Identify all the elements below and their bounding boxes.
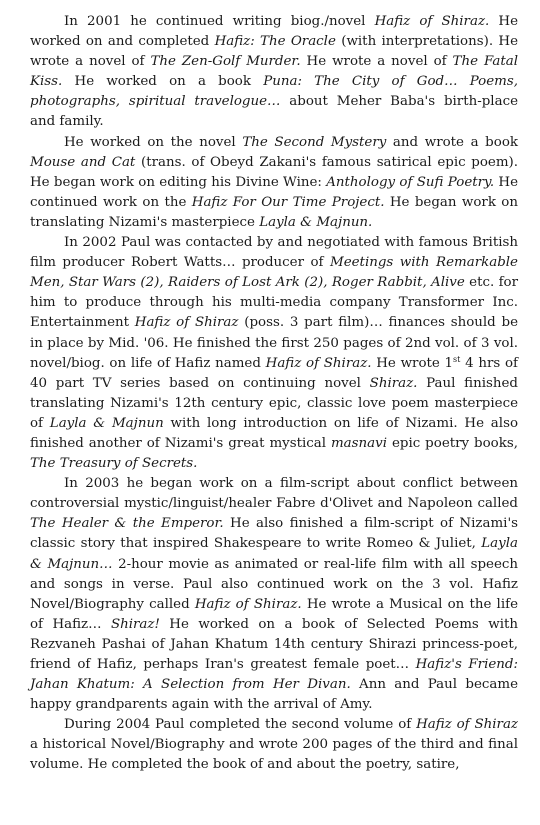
body-text: about Meher Baba's birth-place and family. <box>30 94 518 130</box>
body-text: etc. for him to produce through his multi-media company Transformer Inc. Entertainment <box>30 275 519 331</box>
body-text: He worked on a book <box>62 74 264 90</box>
paragraph <box>30 474 518 715</box>
italic-title: Shiraz! <box>110 616 160 632</box>
body-text: (trans. of Obeyd Zakani's famous satirical epic poem). He began work on editing his Divine Wine: <box>30 154 518 190</box>
body-text: He began work on translating Nizami's masterpiece <box>30 194 518 230</box>
italic-title: Hafiz: The Oracle <box>214 34 336 50</box>
paragraph <box>30 715 518 775</box>
body-text: 2-hour movie as animated or real-life film with all speech and songs in verse. Paul also continued work on the 3 vol. Hafiz Novel/Biography called <box>30 556 518 612</box>
italic-title: Meetings with Remarkable Men, Star Wars (2), Raiders of Lost Ark (2), Roger Rabbit, Alive <box>30 255 518 291</box>
body-text: epic poetry books, <box>387 435 518 451</box>
body-text: He worked on a book of Selected Poems with Rezvaneh Pashai of Jahan Khatum 14th century Shirazi princess-poet, friend of Hafiz, perhaps Iran's greatest female poet… <box>30 616 518 672</box>
italic-title: Hafiz For Our Time Project. <box>191 194 385 210</box>
paragraph <box>30 133 518 233</box>
body-text: In 2001 he continued writing biog./novel <box>64 14 375 29</box>
superscript-text: st <box>453 354 461 364</box>
italic-title: Layla & Majnun <box>49 415 164 431</box>
italic-title: Hafiz of Shiraz <box>416 717 518 733</box>
italic-title: Hafiz of Shiraz. <box>374 14 490 29</box>
paragraph <box>30 233 518 474</box>
document-page <box>30 12 518 776</box>
italic-title: The Healer & the Emperor. <box>30 516 224 532</box>
body-text: (with interpretations). He wrote a novel of <box>30 34 518 70</box>
italic-title: The Zen-Golf Murder. <box>150 54 301 70</box>
body-text: (poss. 3 part film)… finances should be in place by Mid. '06. He finished the first 250 pages of 2nd vol. of 3 vol. novel/biog. on life of Hafiz named <box>30 315 518 371</box>
body-text: In 2003 he began work on a film-script about conflict between controversial mystic/linguist/healer Fabre d'Olivet and Napoleon called <box>30 476 518 512</box>
italic-title: Puna: The City of God… Poems, photographs, spiritual travelogue… <box>30 74 518 110</box>
body-text: a historical Novel/Biography and wrote 200 pages of the third and final volume. He completed the book of and about the poetry, satire, <box>30 737 518 773</box>
body-text: He wrote a Musical on the life of Hafiz… <box>30 596 518 632</box>
body-text: He worked on and completed <box>30 14 518 50</box>
italic-title: Hafiz of Shiraz. <box>265 355 372 371</box>
italic-title: Mouse and Cat <box>30 154 136 170</box>
italic-title: Anthology of Sufi Poetry. <box>326 174 495 190</box>
italic-title: The Treasury of Secrets. <box>30 456 198 472</box>
body-text: He continued work on the <box>30 174 518 210</box>
italic-title: masnavi <box>330 435 387 451</box>
body-text: During 2004 Paul completed the second volume of <box>64 717 417 733</box>
italic-title: Hafiz of Shiraz. <box>194 596 302 612</box>
body-text: Paul finished translating Nizami's 12th century epic, classic love poem masterpiece of <box>30 375 518 431</box>
italic-title: Shiraz. <box>369 375 418 391</box>
italic-title: Hafiz's Friend: Jahan Khatum: A Selection from Her Divan. <box>30 657 518 693</box>
italic-title: Layla & Majnun. <box>259 214 373 230</box>
italic-title: Layla & Majnun… <box>30 536 518 572</box>
body-text: He also finished a film-script of Nizami's classic story that inspired Shakespeare to write Romeo & Juliet, <box>30 516 518 552</box>
body-text: In 2002 Paul was contacted by and negotiated with famous British film producer Robert Watts… producer of <box>30 235 518 271</box>
body-text: Ann and Paul became happy grandparents again with the arrival of Amy. <box>30 677 518 713</box>
italic-title: The Second Mystery <box>242 134 387 150</box>
body-text: with long introduction on life of Nizami. He also finished another of Nizami's great mystical <box>30 415 518 451</box>
body-text: and wrote a book <box>386 134 518 150</box>
body-text: He wrote a novel of <box>300 54 453 70</box>
italic-title: The Fatal Kiss. <box>30 54 518 90</box>
paragraph <box>30 12 518 133</box>
body-text: He wrote 1 <box>371 355 454 371</box>
body-text: 4 hrs of 40 part TV series based on continuing novel <box>30 355 518 391</box>
body-text: He worked on the novel <box>64 134 243 150</box>
italic-title: Hafiz of Shiraz <box>134 315 239 331</box>
